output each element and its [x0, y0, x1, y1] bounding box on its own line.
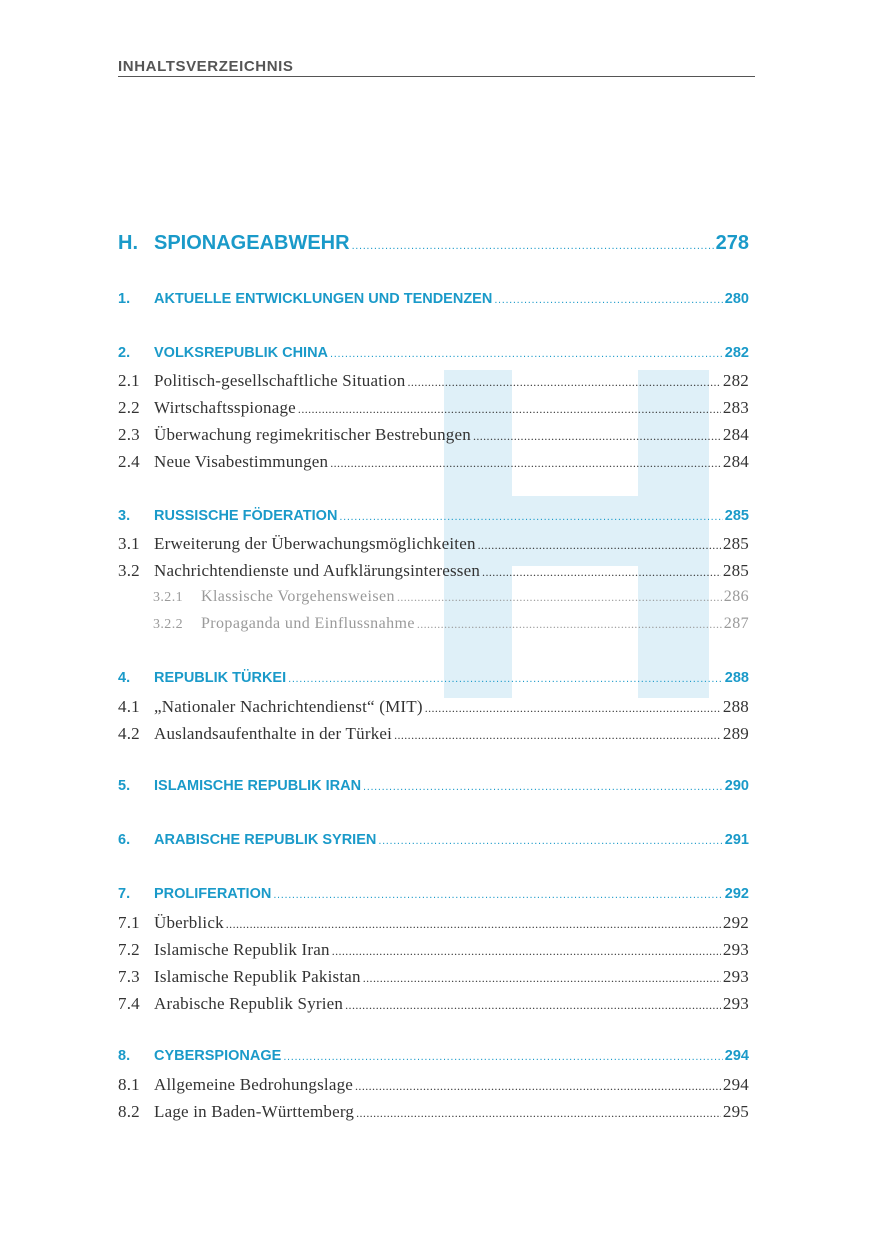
toc-entry-sub[interactable] — [118, 1102, 749, 1122]
entry-page: 287 — [723, 615, 749, 632]
entry-page: 283 — [722, 398, 749, 417]
entry-number: 3.1 — [118, 534, 140, 553]
entry-number: 2.1 — [118, 371, 140, 390]
entry-page: 293 — [722, 940, 749, 959]
entry-page: 290 — [724, 778, 749, 794]
toc-entry-sub[interactable] — [118, 994, 749, 1014]
entry-title: Neue Visabestimmungen — [154, 452, 329, 471]
entry-title: Politisch-gesellschaftliche Situation — [154, 371, 406, 390]
dot-leader — [288, 673, 723, 685]
toc-entry-chapter[interactable] — [118, 291, 749, 307]
entry-title: ISLAMISCHE REPUBLIK IRAN — [154, 778, 362, 794]
entry-page: 289 — [722, 724, 749, 743]
toc-entry-sub[interactable] — [118, 913, 749, 933]
entry-title: ARABISCHE REPUBLIK SYRIEN — [154, 832, 377, 848]
toc-entry-subsub[interactable] — [153, 588, 749, 606]
entry-title: Nachrichtendienste und Aufklärungsinteressen — [154, 561, 481, 580]
entry-page: 295 — [722, 1102, 749, 1121]
entry-number: 3.2.1 — [153, 590, 183, 605]
entry-page: 285 — [722, 534, 749, 553]
entry-page: 291 — [724, 832, 749, 848]
entry-title: REPUBLIK TÜRKEI — [154, 670, 287, 686]
toc-entry-chapter[interactable] — [118, 832, 749, 848]
dot-leader — [494, 294, 722, 306]
dot-leader — [339, 511, 722, 523]
dot-leader — [330, 456, 721, 471]
dot-leader — [378, 835, 722, 847]
entry-page: 285 — [722, 561, 749, 580]
entry-title: Überblick — [154, 913, 224, 932]
entry-number: 4.2 — [118, 724, 140, 743]
toc-entry-sub[interactable] — [118, 724, 749, 744]
toc-entry-sub[interactable] — [118, 371, 749, 391]
toc-entry-sub[interactable] — [118, 561, 749, 581]
dot-leader — [226, 917, 721, 932]
entry-number: 4.1 — [118, 697, 140, 716]
entry-number: 3. — [118, 508, 131, 524]
entry-number: 3.2.2 — [153, 617, 183, 632]
dot-leader — [273, 889, 722, 901]
dot-leader — [478, 538, 721, 553]
entry-title: RUSSISCHE FÖDERATION — [154, 508, 338, 524]
toc-entry-sub[interactable] — [118, 697, 749, 717]
entry-number: 4. — [118, 670, 131, 686]
dot-leader — [397, 590, 722, 605]
toc-entry-chapter[interactable] — [118, 886, 749, 902]
toc-entry-sub[interactable] — [118, 1075, 749, 1095]
entry-title: Allgemeine Bedrohungslage — [154, 1075, 354, 1094]
entry-title: Lage in Baden-Württemberg — [154, 1102, 355, 1121]
dot-leader — [473, 429, 721, 444]
dot-leader — [332, 944, 721, 959]
entry-number: 7.3 — [118, 967, 140, 986]
toc-entry-sub[interactable] — [118, 967, 749, 987]
toc-entry-sub[interactable] — [118, 534, 749, 554]
dot-leader — [298, 402, 721, 417]
entry-page: 294 — [722, 1075, 749, 1094]
dot-leader — [330, 348, 723, 360]
entry-title: Erweiterung der Überwachungsmöglichkeiten — [154, 534, 476, 553]
entry-page: 292 — [722, 913, 749, 932]
entry-number: 6. — [118, 832, 131, 848]
entry-title: PROLIFERATION — [154, 886, 272, 902]
entry-page: 282 — [722, 371, 749, 390]
dot-leader — [283, 1051, 722, 1063]
entry-title: „Nationaler Nachrichtendienst“ (MIT) — [154, 697, 423, 716]
entry-page: 293 — [722, 994, 749, 1013]
toc-part-h[interactable] — [118, 232, 749, 255]
entry-page: 285 — [724, 508, 749, 524]
toc-entry-sub[interactable] — [118, 452, 749, 472]
entry-page: 284 — [722, 452, 749, 471]
entry-page: 288 — [722, 697, 749, 716]
entry-number: 2. — [118, 345, 131, 361]
toc-entry-subsub[interactable] — [153, 615, 749, 633]
entry-title: Klassische Vorgehensweisen — [201, 588, 395, 605]
entry-title: Islamische Republik Pakistan — [154, 967, 361, 986]
dot-leader — [352, 240, 714, 252]
entry-number: 2.4 — [118, 452, 140, 471]
entry-title: Propaganda und Einflussnahme — [201, 615, 415, 632]
entry-page: 284 — [722, 425, 749, 444]
toc-entry-chapter[interactable] — [118, 345, 749, 361]
dot-leader — [417, 617, 722, 632]
dot-leader — [482, 565, 721, 580]
entry-number: 7.1 — [118, 913, 140, 932]
entry-number: 2.2 — [118, 398, 140, 417]
running-header: INHALTSVERZEICHNIS — [118, 58, 294, 75]
entry-title: Arabische Republik Syrien — [154, 994, 344, 1013]
toc-entry-sub[interactable] — [118, 425, 749, 445]
entry-title: Auslandsaufenthalte in der Türkei — [154, 724, 393, 743]
dot-leader — [363, 971, 721, 986]
part-number: H. — [118, 232, 138, 254]
entry-page: 282 — [724, 345, 749, 361]
toc-entry-chapter[interactable] — [118, 670, 749, 686]
entry-page: 293 — [722, 967, 749, 986]
toc-entry-sub[interactable] — [118, 940, 749, 960]
dot-leader — [356, 1106, 721, 1121]
entry-number: 8.2 — [118, 1102, 140, 1121]
dot-leader — [425, 701, 721, 716]
dot-leader — [394, 728, 721, 743]
entry-page: 292 — [724, 886, 749, 902]
entry-page: 280 — [724, 291, 749, 307]
entry-number: 2.3 — [118, 425, 140, 444]
entry-number: 8. — [118, 1048, 131, 1064]
part-title: SPIONAGEABWEHR — [154, 232, 350, 254]
entry-title: VOLKSREPUBLIK CHINA — [154, 345, 329, 361]
toc-entry-sub[interactable] — [118, 398, 749, 418]
dot-leader — [355, 1079, 721, 1094]
entry-page: 286 — [723, 588, 749, 605]
entry-title: Überwachung regimekritischer Bestrebungen — [154, 425, 471, 444]
entry-page: 288 — [724, 670, 749, 686]
dot-leader — [408, 375, 721, 390]
part-page: 278 — [715, 232, 749, 254]
entry-number: 8.1 — [118, 1075, 140, 1094]
entry-number: 7.4 — [118, 994, 140, 1013]
entry-number: 7.2 — [118, 940, 140, 959]
entry-title: Wirtschaftsspionage — [154, 398, 296, 417]
entry-number: 5. — [118, 778, 131, 794]
toc-entry-chapter[interactable] — [118, 508, 749, 524]
toc-entry-chapter[interactable] — [118, 1048, 749, 1064]
toc-entry-chapter[interactable] — [118, 778, 749, 794]
entry-page: 294 — [724, 1048, 749, 1064]
entry-title: AKTUELLE ENTWICKLUNGEN UND TENDENZEN — [154, 291, 493, 307]
dot-leader — [363, 781, 723, 793]
entry-number: 7. — [118, 886, 131, 902]
entry-title: Islamische Republik Iran — [154, 940, 330, 959]
entry-number: 1. — [118, 291, 131, 307]
entry-number: 3.2 — [118, 561, 140, 580]
entry-title: CYBERSPIONAGE — [154, 1048, 282, 1064]
dot-leader — [345, 998, 721, 1013]
